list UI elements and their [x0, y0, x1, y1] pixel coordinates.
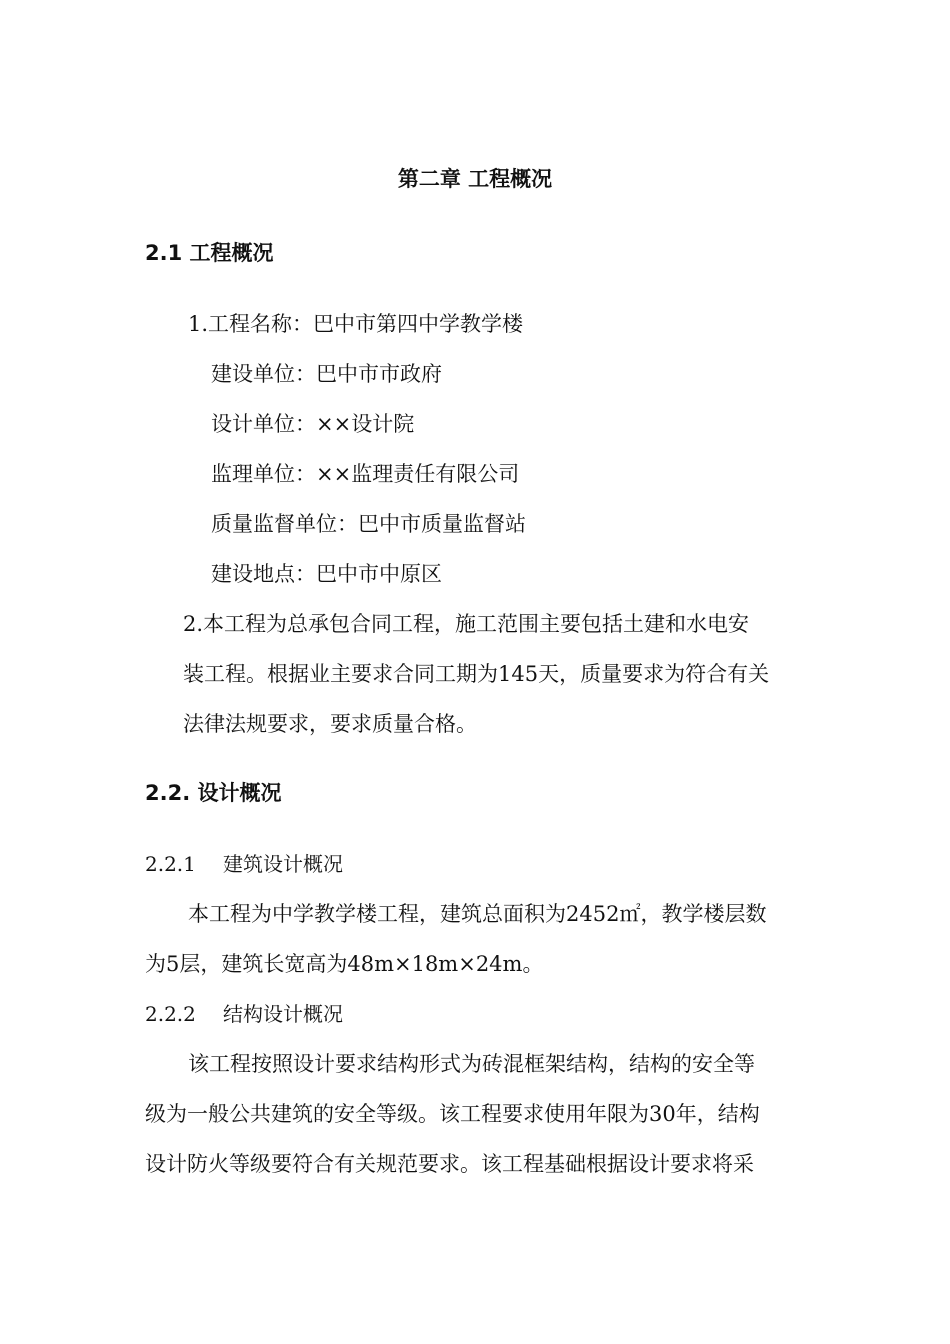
project-name-line: 1.工程名称：巴中市第四中学教学楼	[188, 312, 524, 336]
structure-paragraph-line-2: 级为一般公共建筑的安全等级。该工程要求使用年限为30年，结构	[145, 1102, 760, 1126]
subsection-title: 建筑设计概况	[223, 852, 343, 876]
subsection-2-2-2	[145, 999, 343, 1029]
structure-paragraph-line-3: 设计防火等级要符合有关规范要求。该工程基础根据设计要求将采	[145, 1152, 754, 1176]
design-unit-line: 设计单位：××设计院	[211, 412, 415, 436]
section-heading-2-2: 2.2. 设计概况	[145, 781, 282, 805]
supervision-unit-line: 监理单位：××监理责任有限公司	[211, 462, 520, 486]
contract-paragraph-line-1: 2.本工程为总承包合同工程，施工范围主要包括土建和水电安	[183, 612, 750, 636]
chapter-title: 第二章 工程概况	[397, 167, 553, 191]
section-heading-2-1: 2.1 工程概况	[145, 241, 274, 265]
subsection-number: 2.2.2	[145, 1002, 196, 1026]
construction-unit-line: 建设单位：巴中市市政府	[211, 362, 442, 386]
structure-paragraph-line-1: 该工程按照设计要求结构形式为砖混框架结构，结构的安全等	[188, 1052, 755, 1076]
subsection-number: 2.2.1	[145, 852, 196, 876]
construction-location-line: 建设地点：巴中市中原区	[211, 562, 442, 586]
quality-supervision-line: 质量监督单位：巴中市质量监督站	[211, 512, 526, 536]
subsection-title: 结构设计概况	[223, 1002, 343, 1026]
contract-paragraph-line-2: 装工程。根据业主要求合同工期为145天，质量要求为符合有关	[183, 662, 770, 686]
subsection-2-2-1	[145, 849, 343, 879]
architecture-paragraph-line-2: 为5层，建筑长宽高为48m×18m×24m。	[145, 952, 544, 976]
architecture-paragraph-line-1: 本工程为中学教学楼工程，建筑总面积为2452㎡，教学楼层数	[188, 902, 767, 926]
contract-paragraph-line-3: 法律法规要求，要求质量合格。	[183, 712, 477, 736]
